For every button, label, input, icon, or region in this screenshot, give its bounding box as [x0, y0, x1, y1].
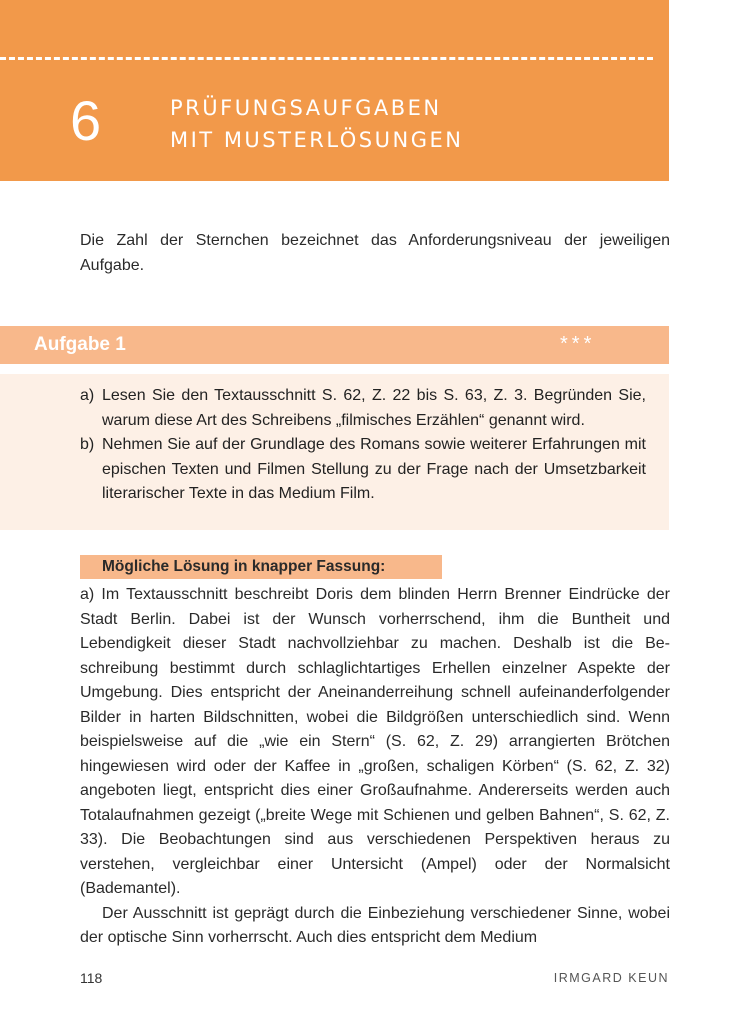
- chapter-number: 6: [70, 89, 102, 152]
- task-header: [0, 326, 669, 364]
- chapter-title-line-2: MIT MUSTERLÖSUNGEN: [170, 128, 464, 152]
- dashed-divider: [0, 57, 653, 60]
- task-item-a: [80, 384, 646, 433]
- solution-paragraph: a) Im Textausschnitt beschreibt Doris dem blinden Herrn Brenner Eindrücke der Stadt Berlin. Dabei ist der Wunsch vorherrschend, ihm die Buntheit und Lebendigkeit dieser Stadt nachvollziehbar zu machen. Deshalb ist die Beschreibung bestimmt durch schlaglichtartiges Erhellen einzelner Aspekte der Umgebung. Dies entspricht der Aneinanderreihung schnell aufeinanderfolgender Bilder in harten Bildschnitten, wobei die Bildgrößen unterschiedlich sind. Wenn beispielsweise auf die „wie ein Stern“ (S. 62, Z. 29) arrangierten Brötchen hingewiesen wird oder der Kaffee in „großen, schaligen Körben“ (S. 62, Z. 32) angeboten liegt, entspricht dies einer Großaufnahme. Andererseits werden auch Totalaufnahmen gezeigt („breite Wege mit Schienen und gelben Bahnen“, S. 62, Z. 33). Die Beobachtungen sind aus verschiedenen Perspektiven heraus zu verstehen, vergleichbar einer Untersicht (Ampel) oder der Normalsicht (Bademantel).: [80, 586, 670, 897]
- solution-label: [80, 555, 442, 579]
- running-head: IRMGARD KEUN: [553, 971, 669, 985]
- page-number: 118: [80, 970, 103, 986]
- chapter-title: [170, 92, 463, 156]
- intro-text: Die Zahl der Sternchen bezeichnet das Anforderungsniveau der jeweiligen Aufgabe.: [80, 232, 670, 274]
- task-item-text: Nehmen Sie auf der Grundlage des Romans sowie weiterer Erfahrungen mit epischen Texten und Filmen Stellung zu der Frage nach der Umsetzbarkeit literarischer Texte in das Medium Film.: [102, 436, 646, 502]
- task-item-marker: b): [80, 436, 95, 453]
- task-box: [0, 374, 669, 530]
- task-list: [80, 384, 646, 507]
- task-item-b: [80, 433, 646, 507]
- task-item-text: Lesen Sie den Textausschnitt S. 62, Z. 22 bis S. 63, Z. 3. Begründen Sie, warum diese Art des Schreibens „filmisches Erzählen“ genannt wird.: [102, 387, 646, 429]
- solution-text: [80, 583, 670, 951]
- chapter-banner: [0, 0, 669, 181]
- task-title: Aufgabe 1: [34, 334, 126, 355]
- solution-paragraph: Der Ausschnitt ist geprägt durch die Einbeziehung verschiedener Sinne, wobei der optische Sinn vorherrscht. Auch dies entspricht dem Medium: [80, 904, 670, 946]
- chapter-title-line-1: PRÜFUNGSAUFGABEN: [170, 96, 442, 120]
- solution-label-text: Mögliche Lösung in knapper Fassung:: [102, 558, 386, 575]
- difficulty-stars: ***: [560, 333, 596, 355]
- task-item-marker: a): [80, 387, 95, 404]
